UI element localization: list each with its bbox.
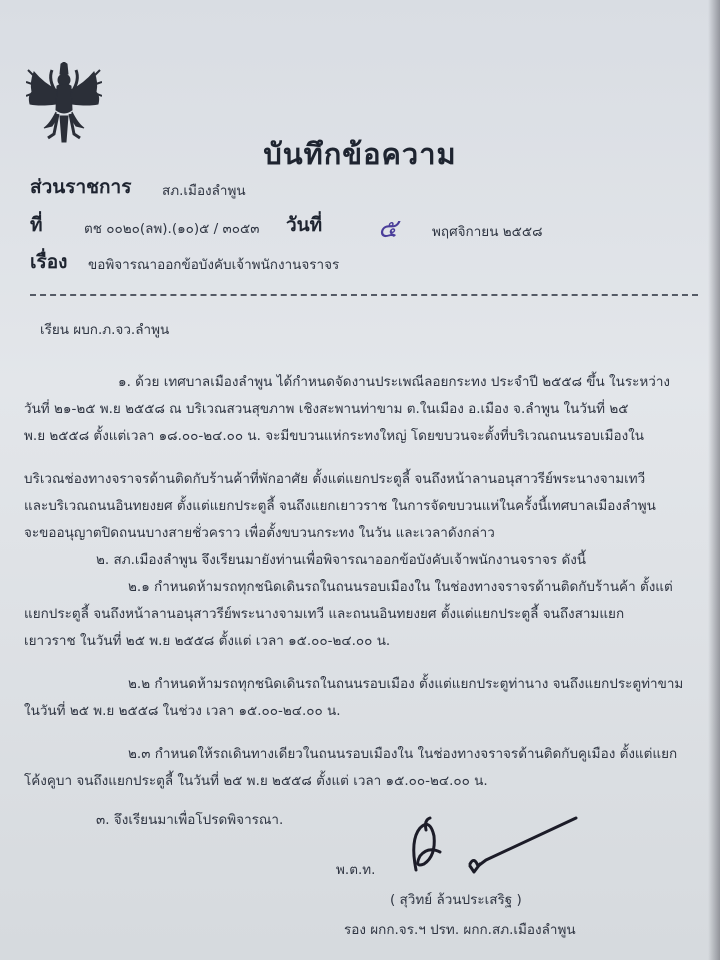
reference-value: ตช ๐๐๒๐(ลพ).(๑๐)๕ / ๓๐๕๓ xyxy=(84,221,260,237)
body-line: ๓. จึงเรียนมาเพื่อโปรดพิจารณา. xyxy=(96,812,284,828)
body-line: ๒.๒ กำหนดห้ามรถทุกชนิดเดินรถในถนนรอบเมือง ตั้งแต่แยกประตูท่านาง จนถึงแยกประตูท่าขาม xyxy=(128,676,684,692)
signatory-position: รอง ผกก.จร.ฯ ปรท. ผกก.สภ.เมืองลำพูน xyxy=(344,922,576,938)
subject-value: ขอพิจารณาออกข้อบังคับเจ้าพนักงานจราจร xyxy=(88,257,340,273)
body-line: เยาวราช ในวันที่ ๒๕ พ.ย ๒๕๕๘ ตั้งแต่ เวลา ๑๕.๐๐-๒๔.๐๐ น. xyxy=(24,633,391,649)
body-line: ๒.๑ กำหนดห้ามรถทุกชนิดเดินรถในถนนรอบเมืองใน ในช่องทางจราจรด้านติดกับร้านค้า ตั้งแต่ xyxy=(128,579,673,595)
body-line: บริเวณช่องทางจราจรด้านติดกับร้านค้าที่พักอาศัย ตั้งแต่แยกประตูลี้ จนถึงหน้าลานอนุสาวรีย์พระนางจามเทวี xyxy=(24,471,646,487)
signature-prefix: พ.ต.ท. xyxy=(336,862,376,878)
memo-title: บันทึกข้อความ xyxy=(263,137,457,171)
date-month-year: พฤศจิกายน ๒๕๕๘ xyxy=(432,224,543,240)
body-line: แยกประตูลี้ จนถึงหน้าลานอนุสาวรีย์พระนางจามเทวี และถนนอินทยงยศ ตั้งแต่แยกประตูลี้ จนถึงสามแยก xyxy=(24,606,625,622)
body-line: โค้งคูบา จนถึงแยกประตูลี้ ในวันที่ ๒๕ พ.ย ๒๕๕๘ ตั้งแต่ เวลา ๑๕.๐๐-๒๔.๐๐ น. xyxy=(24,773,488,789)
body-line: ๒.๓ กำหนดให้รถเดินทางเดียวในถนนรอบเมืองใน ในช่องทางจราจรด้านติดกับคูเมือง ตั้งแต่แยก xyxy=(128,746,678,762)
body-line: และบริเวณถนนอินทยงยศ ตั้งแต่แยกประตูลี้ จนถึงแยกเยาวราช ในการจัดขบวนแห่ในครั้งนี้เทศบาลเมืองลำพูน xyxy=(24,498,656,514)
body-line: จะขออนุญาตปิดถนนบางสายชั่วคราว เพื่อตั้งขบวนกระทง ในวัน และเวลาดังกล่าว xyxy=(24,525,495,541)
body-line: ในวันที่ ๒๕ พ.ย ๒๕๕๘ ในช่วง เวลา ๑๕.๐๐-๒๔.๐๐ น. xyxy=(24,703,341,719)
header-divider xyxy=(30,294,698,296)
department-label: ส่วนราชการ xyxy=(30,176,132,198)
page-edge-shadow xyxy=(708,0,720,960)
date-day: ๕ xyxy=(378,214,398,244)
handwritten-signature xyxy=(400,800,600,890)
body-line: พ.ย ๒๕๕๘ ตั้งแต่เวลา ๑๘.๐๐-๒๔.๐๐ น. จะมีขบวนแห่กระทงใหญ่ โดยขบวนจะตั้งที่บริเวณถนนรอบเมืองใน xyxy=(24,428,645,444)
body-line: วันที่ ๒๑-๒๕ พ.ย ๒๕๕๘ ณ บริเวณสวนสุขภาพ เชิงสะพานท่าขาม ต.ในเมือง อ.เมือง จ.ลำพูน ในวันที่ ๒๕ xyxy=(24,401,629,417)
salutation: เรียน ผบก.ภ.จว.ลำพูน xyxy=(40,322,170,338)
reference-label: ที่ xyxy=(30,214,43,236)
department-value: สภ.เมืองลำพูน xyxy=(162,183,246,199)
date-label: วันที่ xyxy=(286,214,323,236)
body-line: ๑. ด้วย เทศบาลเมืองลำพูน ได้กำหนดจัดงานประเพณีลอยกระทง ประจำปี ๒๕๕๘ ขึ้น ในระหว่าง xyxy=(118,374,671,390)
body-line: ๒. สภ.เมืองลำพูน จึงเรียนมายังท่านเพื่อพิจารณาออกข้อบังคับเจ้าพนักงานจราจร ดังนี้ xyxy=(96,552,587,568)
subject-label: เรื่อง xyxy=(30,251,68,273)
signatory-name: ( สุวิทย์ ล้วนประเสริฐ ) xyxy=(390,892,522,908)
